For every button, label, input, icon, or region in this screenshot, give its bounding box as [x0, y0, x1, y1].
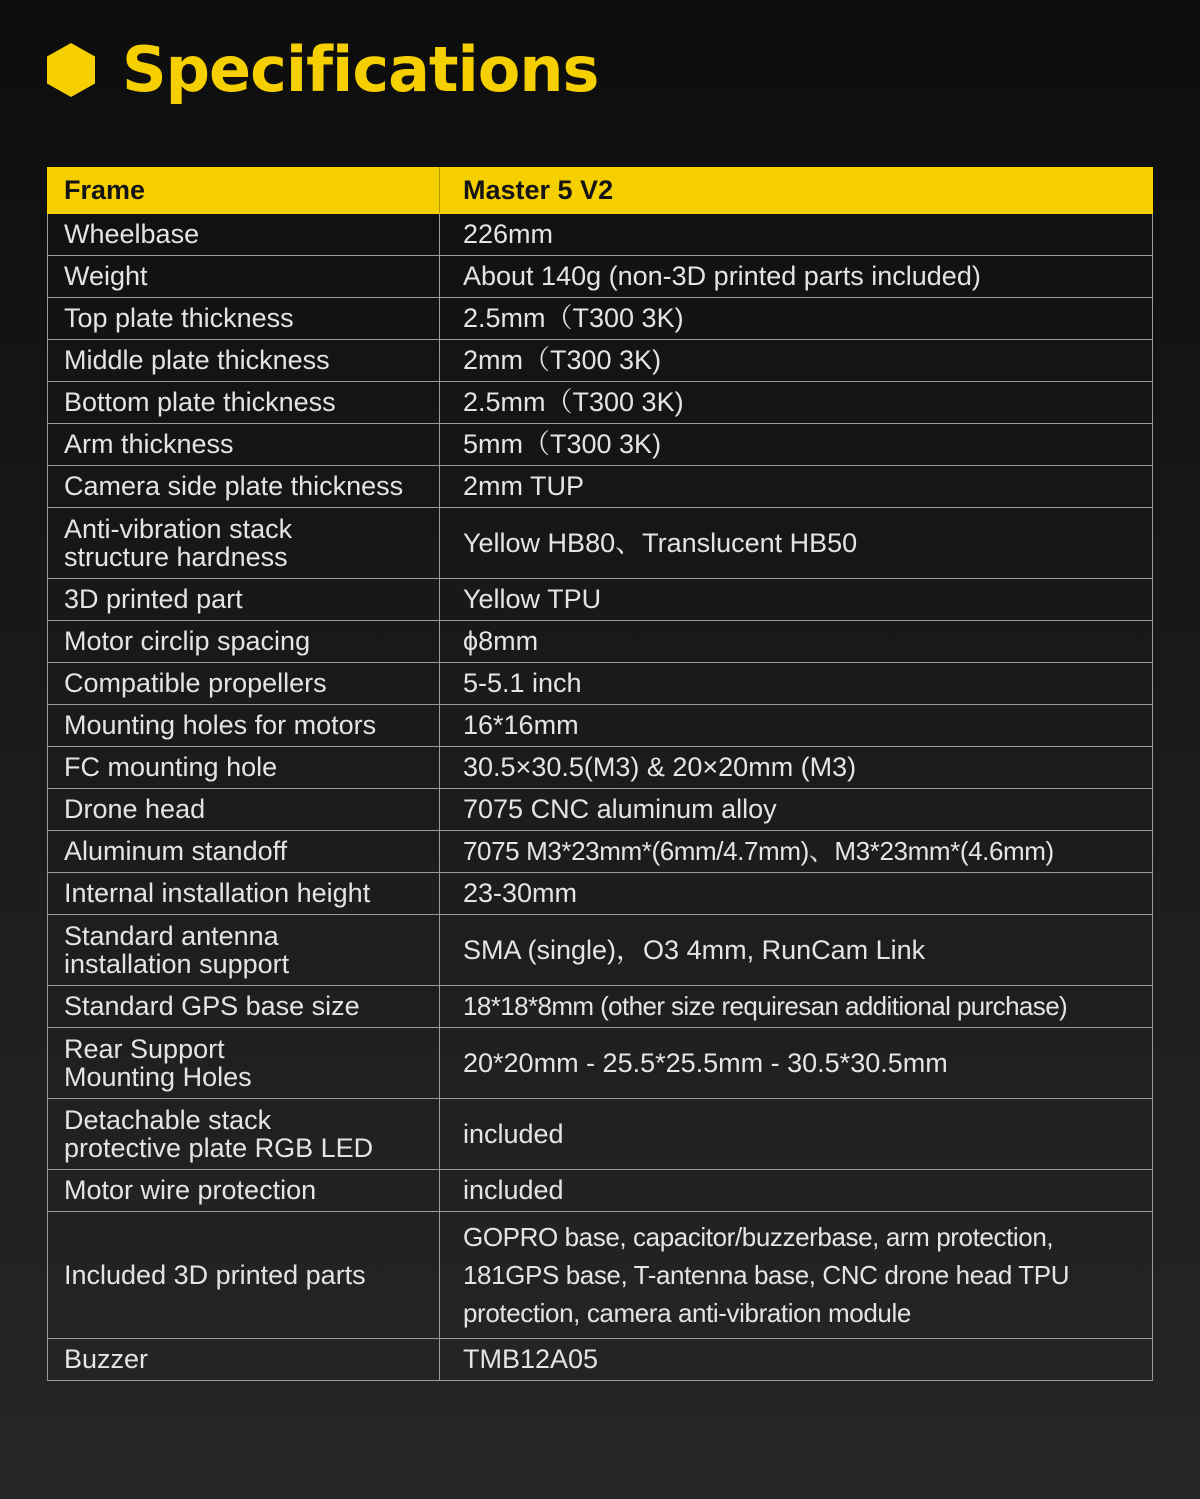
- row-value: 7075 M3*23mm*(6mm/4.7mm)、M3*23mm*(4.6mm): [440, 831, 1153, 873]
- row-label: Motor wire protection: [48, 1170, 440, 1212]
- row-label: Aluminum standoff: [48, 831, 440, 873]
- table-row: [48, 1339, 1153, 1381]
- row-label: Drone head: [48, 789, 440, 831]
- row-value: About 140g (non-3D printed parts included): [440, 256, 1153, 298]
- table-row: [48, 424, 1153, 466]
- row-label: Arm thickness: [48, 424, 440, 466]
- row-label: Middle plate thickness: [48, 340, 440, 382]
- table-row: [48, 340, 1153, 382]
- row-value: 2.5mm（T300 3K): [440, 382, 1153, 424]
- row-value: 30.5×30.5(M3) & 20×20mm (M3): [440, 747, 1153, 789]
- header-label: Frame: [48, 168, 440, 214]
- table-row: [48, 747, 1153, 789]
- table-row: [48, 915, 1153, 986]
- table-row: [48, 1099, 1153, 1170]
- row-label: Motor circlip spacing: [48, 621, 440, 663]
- row-label: Compatible propellers: [48, 663, 440, 705]
- row-value: 226mm: [440, 214, 1153, 256]
- row-label: Detachable stack protective plate RGB LED: [48, 1099, 440, 1170]
- row-value: 2.5mm（T300 3K): [440, 298, 1153, 340]
- row-label: FC mounting hole: [48, 747, 440, 789]
- page-header: [46, 30, 598, 110]
- table-row: [48, 663, 1153, 705]
- row-label: Mounting holes for motors: [48, 705, 440, 747]
- row-value: 23-30mm: [440, 873, 1153, 915]
- row-label: Standard GPS base size: [48, 986, 440, 1028]
- hexagon-icon: [46, 42, 96, 98]
- row-value: Yellow TPU: [440, 579, 1153, 621]
- row-value: 20*20mm - 25.5*25.5mm - 30.5*30.5mm: [440, 1028, 1153, 1099]
- row-value: 5-5.1 inch: [440, 663, 1153, 705]
- row-value: SMA (single)，O3 4mm, RunCam Link: [440, 915, 1153, 986]
- row-label: Top plate thickness: [48, 298, 440, 340]
- table-row: [48, 873, 1153, 915]
- table-row: [48, 382, 1153, 424]
- row-label: Rear Support Mounting Holes: [48, 1028, 440, 1099]
- table-row: [48, 256, 1153, 298]
- table-row: [48, 466, 1153, 508]
- table-row: [48, 789, 1153, 831]
- row-label: Internal installation height: [48, 873, 440, 915]
- table-header-row: [48, 168, 1153, 214]
- row-value: Yellow HB80、Translucent HB50: [440, 508, 1153, 579]
- table-row: [48, 1028, 1153, 1099]
- row-label: Standard antenna installation support: [48, 915, 440, 986]
- specifications-table: [47, 167, 1153, 1381]
- table-row: [48, 621, 1153, 663]
- table-row: [48, 986, 1153, 1028]
- row-value: included: [440, 1170, 1153, 1212]
- row-value: GOPRO base, capacitor/buzzerbase, arm protection, 181GPS base, T-antenna base, CNC drone head TPU protection, camera anti-vibration module: [440, 1212, 1153, 1339]
- row-label: Weight: [48, 256, 440, 298]
- page-title: Specifications: [122, 33, 599, 106]
- row-label: 3D printed part: [48, 579, 440, 621]
- table-row: [48, 1212, 1153, 1339]
- row-label: Buzzer: [48, 1339, 440, 1381]
- table-row: [48, 508, 1153, 579]
- header-value: Master 5 V2: [440, 168, 1153, 214]
- row-value: TMB12A05: [440, 1339, 1153, 1381]
- row-value: 18*18*8mm (other size requiresan additional purchase): [440, 986, 1153, 1028]
- row-value: 2mm（T300 3K): [440, 340, 1153, 382]
- row-value: 7075 CNC aluminum alloy: [440, 789, 1153, 831]
- row-label: Camera side plate thickness: [48, 466, 440, 508]
- row-value: included: [440, 1099, 1153, 1170]
- row-value: 5mm（T300 3K): [440, 424, 1153, 466]
- table-row: [48, 1170, 1153, 1212]
- row-label: Included 3D printed parts: [48, 1212, 440, 1339]
- row-value: 16*16mm: [440, 705, 1153, 747]
- table-row: [48, 579, 1153, 621]
- row-label: Wheelbase: [48, 214, 440, 256]
- row-value: 2mm TUP: [440, 466, 1153, 508]
- table-row: [48, 214, 1153, 256]
- table-row: [48, 298, 1153, 340]
- row-label: Bottom plate thickness: [48, 382, 440, 424]
- row-value: ϕ8mm: [440, 621, 1153, 663]
- row-label: Anti-vibration stack structure hardness: [48, 508, 440, 579]
- table-row: [48, 831, 1153, 873]
- table-row: [48, 705, 1153, 747]
